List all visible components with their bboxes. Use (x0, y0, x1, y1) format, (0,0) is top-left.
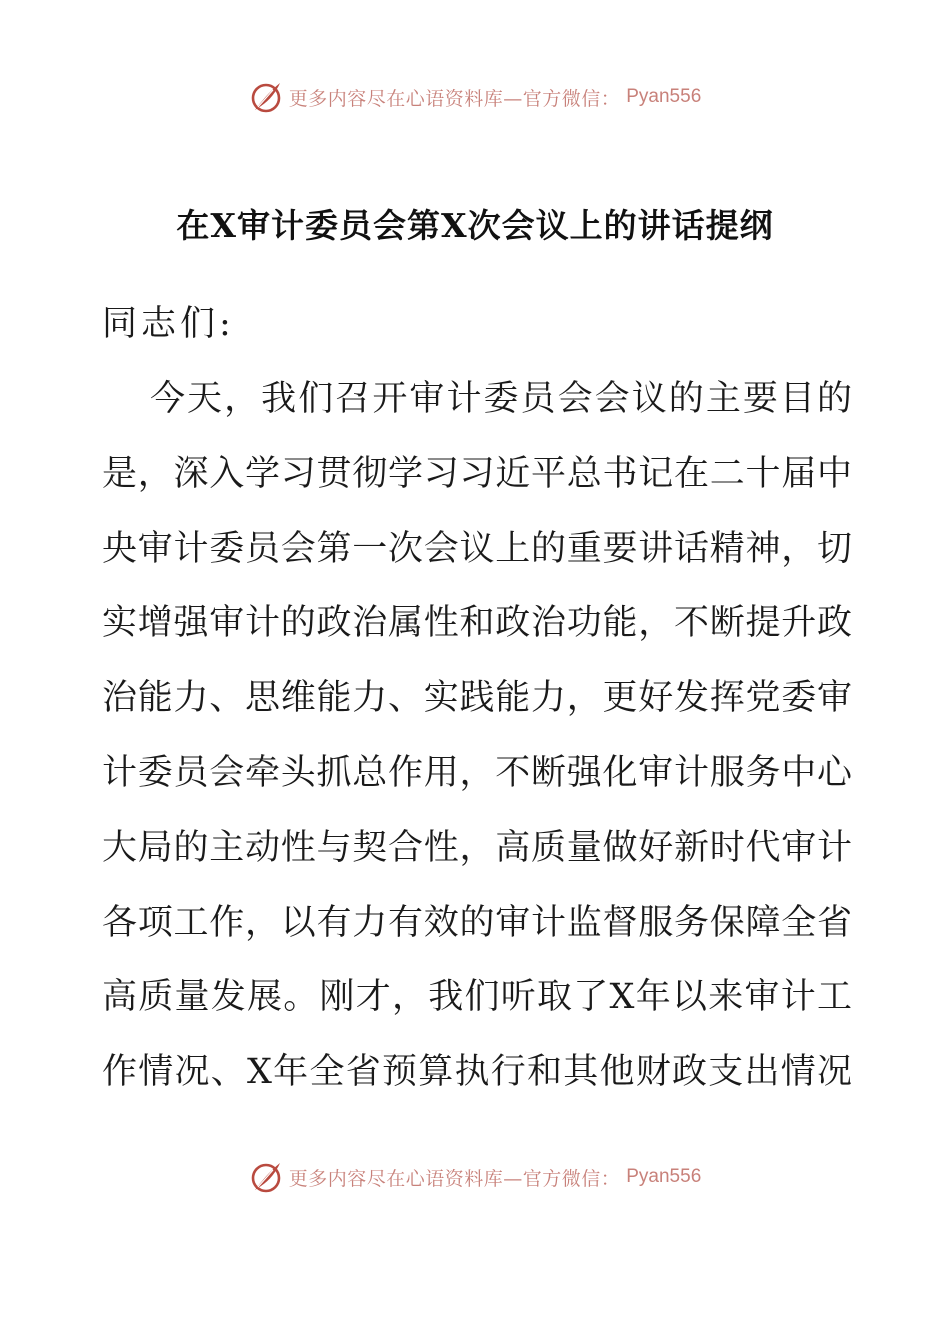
body-line: 计委员会牵头抓总作用，不断强化审计服务中心 (102, 752, 852, 793)
body-line: 是，深入学习贯彻学习习近平总书记在二十届中 (102, 453, 852, 494)
quill-logo-icon (249, 80, 283, 114)
watermark-text: 更多内容尽在心语资料库—官方微信： (288, 87, 621, 110)
body-line: 各项工作，以有力有效的审计监督服务保障全省 (102, 902, 852, 943)
watermark-text: 更多内容尽在心语资料库—官方微信： (288, 1167, 621, 1190)
body-line: 作情况、X年全省预算执行和其他财政支出情况 (102, 1052, 852, 1093)
watermark-header (0, 80, 950, 114)
body-line: 高质量发展。刚才，我们听取了X年以来审计工 (102, 977, 852, 1018)
watermark-wechat-id: Pyan556 (626, 1166, 702, 1187)
body-line: 今天，我们召开审计委员会会议的主要目的 (150, 379, 852, 419)
body-line: 治能力、思维能力、实践能力，更好发挥党委审 (102, 678, 852, 719)
document-title: 在X审计委员会第X次会议上的讲话提纲 (176, 206, 774, 245)
body-line: 实增强审计的政治属性和政治功能，不断提升政 (102, 603, 852, 644)
watermark-wechat-id: Pyan556 (626, 86, 702, 107)
watermark-footer (0, 1160, 950, 1194)
body-line: 大局的主动性与契合性，高质量做好新时代审计 (102, 827, 852, 868)
quill-logo-icon (249, 1160, 283, 1194)
salutation: 同志们: (102, 304, 235, 344)
body-paragraph (102, 362, 852, 1110)
body-line: 央审计委员会第一次会议上的重要讲话精神，切 (102, 528, 852, 569)
